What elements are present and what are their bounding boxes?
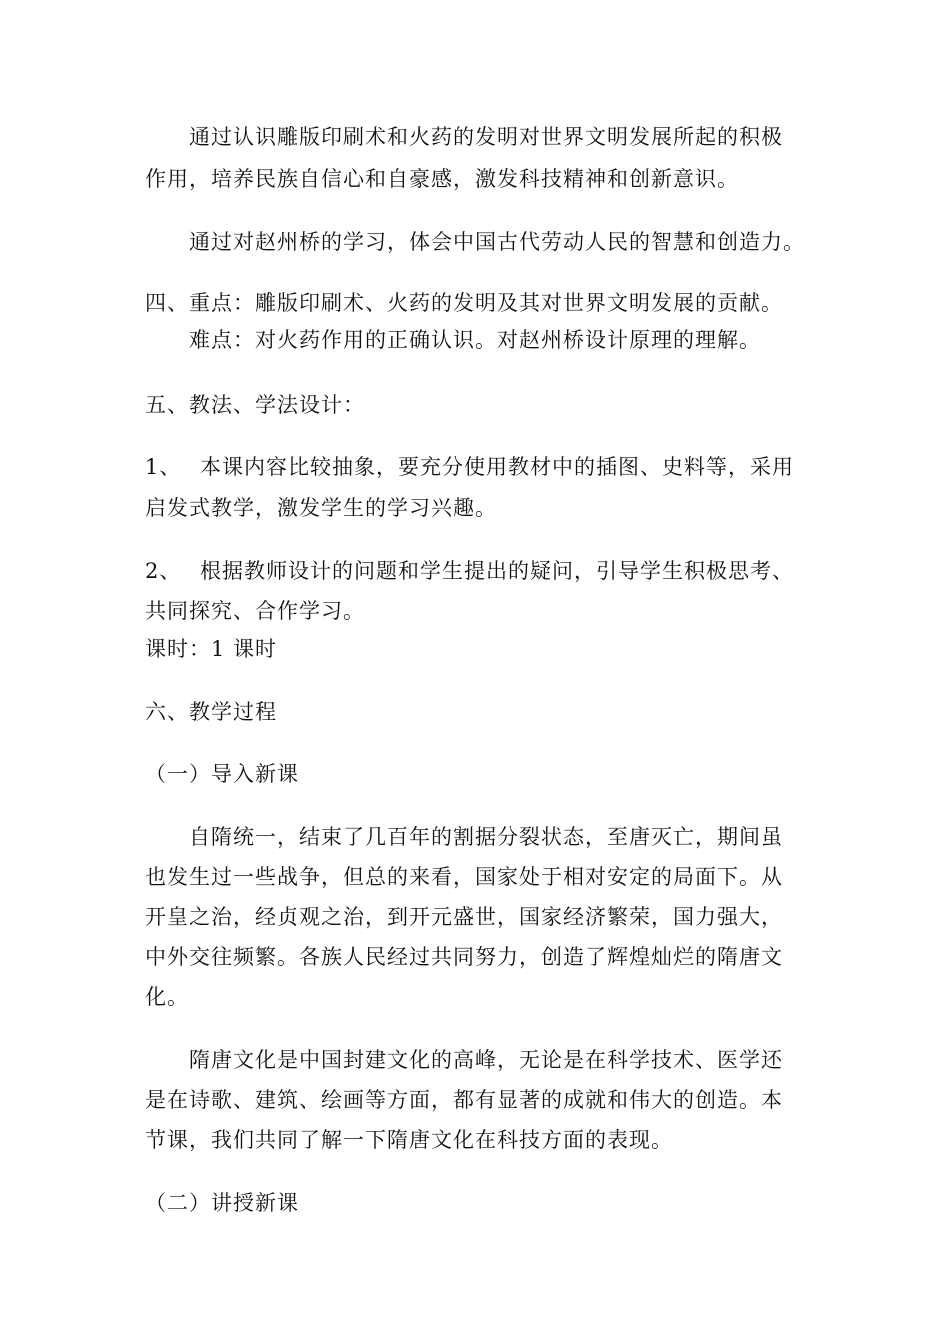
section-heading-methods: 五、教法、学法设计： bbox=[145, 393, 365, 417]
subsection-heading-intro: （一）导入新课 bbox=[145, 762, 299, 786]
paragraph-line: 通过认识雕版印刷术和火药的发明对世界文明发展所起的积极 bbox=[189, 125, 783, 149]
list-item-text: 本课内容比较抽象，要充分使用教材中的插图、史料等，采用 bbox=[200, 455, 794, 479]
section-heading-process: 六、教学过程 bbox=[145, 700, 277, 724]
paragraph-line: 是在诗歌、建筑、绘画等方面，都有显著的成就和伟大的创造。本 bbox=[145, 1088, 783, 1112]
paragraph-line: 作用，培养民族自信心和自豪感，激发科技精神和创新意识。 bbox=[145, 167, 739, 191]
list-item bbox=[145, 452, 794, 482]
paragraph-line: 开皇之治，经贞观之治，到开元盛世，国家经济繁荣，国力强大， bbox=[145, 905, 783, 929]
paragraph-line: 隋唐文化是中国封建文化的高峰，无论是在科学技术、医学还 bbox=[189, 1048, 783, 1072]
subsection-heading-lecture: （二）讲授新课 bbox=[145, 1191, 299, 1215]
section-heading-key-points: 四、重点：雕版印刷术、火药的发明及其对世界文明发展的贡献。 bbox=[145, 291, 783, 315]
list-item-text: 根据教师设计的问题和学生提出的疑问，引导学生积极思考、 bbox=[200, 559, 794, 583]
paragraph-line: 化。 bbox=[145, 985, 189, 1009]
paragraph-line: 中外交往频繁。各族人民经过共同努力，创造了辉煌灿烂的隋唐文 bbox=[145, 945, 783, 969]
list-number: 2、 bbox=[145, 559, 182, 583]
paragraph-line: 通过对赵州桥的学习，体会中国古代劳动人民的智慧和创造力。 bbox=[189, 230, 805, 254]
class-hours: 课时：1 课时 bbox=[145, 637, 278, 661]
list-item bbox=[145, 556, 794, 586]
paragraph-line: 自隋统一，结束了几百年的割据分裂状态，至唐灭亡，期间虽 bbox=[189, 825, 783, 849]
paragraph-line: 启发式教学，激发学生的学习兴趣。 bbox=[145, 496, 497, 520]
paragraph-line: 也发生过一些战争，但总的来看，国家处于相对安定的局面下。从 bbox=[145, 865, 783, 889]
paragraph-line: 节课，我们共同了解一下隋唐文化在科技方面的表现。 bbox=[145, 1128, 673, 1152]
paragraph-line: 共同探究、合作学习。 bbox=[145, 599, 365, 623]
paragraph-line: 难点：对火药作用的正确认识。对赵州桥设计原理的理解。 bbox=[189, 328, 761, 352]
list-number: 1、 bbox=[145, 455, 182, 479]
